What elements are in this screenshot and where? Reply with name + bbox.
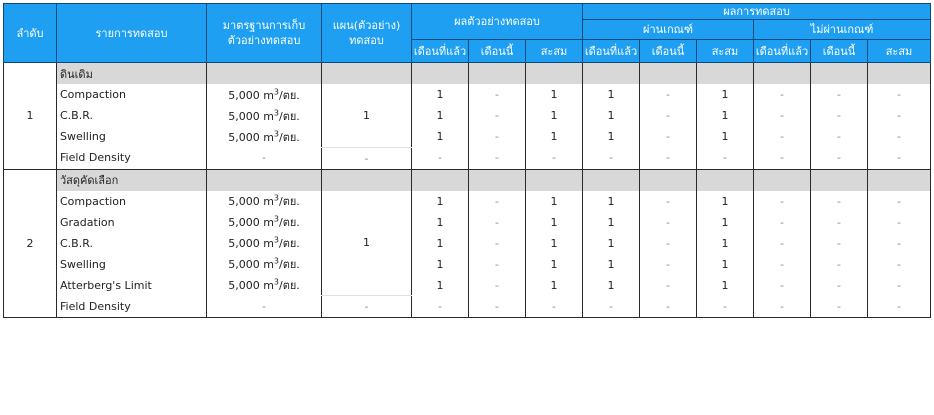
result-cell: 1: [583, 126, 640, 147]
table-row: [4, 191, 931, 212]
standard-unit: /ตย.: [279, 258, 300, 271]
header-order: ลำดับ: [4, 4, 57, 63]
standard-value: 5,000 m: [228, 237, 274, 250]
result-cell: -: [640, 233, 697, 254]
standard-unit: /ตย.: [279, 88, 300, 102]
result-cell: 1: [412, 233, 469, 254]
result-cell: -: [526, 147, 583, 169]
category-cell: [754, 169, 811, 191]
category-cell: [322, 63, 412, 85]
result-cell: -: [754, 212, 811, 233]
result-cell: -: [754, 296, 811, 318]
table-row: [4, 212, 931, 233]
result-cell: 1: [412, 84, 469, 105]
result-cell: -: [754, 84, 811, 105]
result-cell: -: [811, 84, 868, 105]
result-cell: -: [754, 233, 811, 254]
category-label: วัสดุคัดเลือก: [57, 169, 207, 191]
test-item: Gradation: [57, 212, 207, 233]
result-cell: -: [469, 84, 526, 105]
result-cell: -: [868, 275, 931, 296]
result-cell: 1: [412, 254, 469, 275]
category-cell: [412, 169, 469, 191]
standard-unit: /ตย.: [279, 216, 300, 229]
table-row: [4, 105, 931, 126]
result-cell: -: [640, 212, 697, 233]
result-cell: -: [640, 254, 697, 275]
subheader-sample-cumulative: สะสม: [526, 40, 583, 63]
standard-value: 5,000 m: [228, 109, 274, 123]
result-cell: -: [469, 191, 526, 212]
result-cell: -: [640, 84, 697, 105]
header-plan-label: แผน(ตัวอย่าง) ทดสอบ: [332, 19, 401, 47]
standard-superscript: 3: [273, 107, 279, 117]
standard-value: -: [262, 299, 266, 313]
standard-unit: /ตย.: [279, 130, 300, 144]
standard-superscript: 3: [273, 235, 279, 245]
result-cell: -: [469, 254, 526, 275]
result-cell: 1: [526, 84, 583, 105]
header-fail: ไม่ผ่านเกณฑ์: [754, 20, 931, 40]
table-row: [4, 254, 931, 275]
header-test-result: ผลการทดสอบ: [583, 4, 931, 20]
test-item: C.B.R.: [57, 105, 207, 126]
subheader-pass-cumulative: สะสม: [697, 40, 754, 63]
result-cell: -: [469, 105, 526, 126]
category-cell: [583, 63, 640, 85]
row-number: 1: [4, 63, 57, 170]
standard-unit: /ตย.: [279, 279, 300, 292]
result-cell: -: [640, 147, 697, 169]
test-item: Field Density: [57, 147, 207, 169]
header-pass: ผ่านเกณฑ์: [583, 20, 754, 40]
category-cell: [811, 63, 868, 85]
category-cell: [526, 63, 583, 85]
result-cell: -: [811, 191, 868, 212]
table-body: [4, 63, 931, 318]
test-item: Swelling: [57, 254, 207, 275]
result-cell: 1: [412, 275, 469, 296]
result-cell: -: [811, 296, 868, 318]
result-cell: 1: [697, 105, 754, 126]
category-cell: [697, 63, 754, 85]
result-cell: 1: [697, 254, 754, 275]
category-cell: [811, 169, 868, 191]
result-cell: 1: [412, 191, 469, 212]
category-cell: [412, 63, 469, 85]
category-cell: [640, 169, 697, 191]
result-cell: -: [640, 296, 697, 318]
standard-value: 5,000 m: [228, 130, 274, 144]
sampling-standard: [207, 191, 322, 212]
result-cell: -: [811, 233, 868, 254]
result-cell: -: [811, 254, 868, 275]
category-cell: [583, 169, 640, 191]
subheader-sample-this-month: เดือนนี้: [469, 40, 526, 63]
category-cell: [322, 169, 412, 191]
result-cell: 1: [526, 105, 583, 126]
result-cell: -: [469, 126, 526, 147]
standard-superscript: 3: [273, 214, 279, 224]
result-cell: -: [868, 105, 931, 126]
category-row: [4, 169, 931, 191]
header-plan: [322, 4, 412, 63]
result-cell: -: [469, 212, 526, 233]
result-cell: -: [868, 84, 931, 105]
result-cell: -: [811, 105, 868, 126]
category-cell: [868, 169, 931, 191]
table-row: [4, 233, 931, 254]
table-row: [4, 275, 931, 296]
sampling-standard: [207, 147, 322, 169]
result-cell: -: [754, 254, 811, 275]
standard-value: 5,000 m: [228, 279, 274, 292]
test-item: Swelling: [57, 126, 207, 147]
result-cell: -: [868, 212, 931, 233]
result-cell: -: [583, 147, 640, 169]
standard-superscript: 3: [273, 256, 279, 266]
result-cell: 1: [697, 126, 754, 147]
row-number: 2: [4, 169, 57, 318]
category-row: [4, 63, 931, 85]
table-row: [4, 126, 931, 147]
result-cell: -: [526, 296, 583, 318]
result-cell: -: [640, 105, 697, 126]
subheader-sample-last-month: เดือนที่แล้ว: [412, 40, 469, 63]
result-cell: -: [868, 126, 931, 147]
sampling-standard: [207, 84, 322, 105]
test-plan: 1: [322, 84, 412, 147]
result-cell: 1: [583, 84, 640, 105]
standard-unit: /ตย.: [279, 109, 300, 123]
category-cell: [640, 63, 697, 85]
result-cell: -: [868, 296, 931, 318]
test-item: Field Density: [57, 296, 207, 318]
standard-superscript: 3: [273, 86, 279, 96]
result-cell: 1: [697, 212, 754, 233]
result-cell: -: [583, 296, 640, 318]
result-cell: -: [754, 275, 811, 296]
result-cell: 1: [583, 254, 640, 275]
result-cell: -: [868, 233, 931, 254]
subheader-fail-this-month: เดือนนี้: [811, 40, 868, 63]
result-cell: -: [811, 126, 868, 147]
result-cell: -: [868, 147, 931, 169]
result-cell: 1: [697, 275, 754, 296]
result-cell: 1: [583, 212, 640, 233]
sampling-standard: [207, 212, 322, 233]
result-cell: 1: [526, 212, 583, 233]
result-cell: 1: [526, 126, 583, 147]
subheader-fail-cumulative: สะสม: [868, 40, 931, 63]
header-sample-result: ผลตัวอย่างทดสอบ: [412, 4, 583, 40]
result-cell: -: [469, 275, 526, 296]
result-cell: -: [697, 296, 754, 318]
result-cell: 1: [697, 84, 754, 105]
result-cell: -: [412, 296, 469, 318]
result-cell: 1: [583, 233, 640, 254]
result-cell: 1: [697, 191, 754, 212]
subheader-pass-last-month: เดือนที่แล้ว: [583, 40, 640, 63]
standard-unit: /ตย.: [279, 195, 300, 208]
result-cell: 1: [526, 191, 583, 212]
standard-value: -: [262, 151, 266, 165]
result-cell: -: [868, 191, 931, 212]
test-plan: -: [322, 296, 412, 318]
result-cell: -: [868, 254, 931, 275]
result-cell: 1: [583, 191, 640, 212]
result-cell: -: [754, 147, 811, 169]
result-cell: -: [697, 147, 754, 169]
standard-superscript: 3: [273, 128, 279, 138]
result-cell: -: [640, 126, 697, 147]
test-results-sheet: [3, 3, 930, 318]
standard-value: 5,000 m: [228, 216, 274, 229]
category-cell: [526, 169, 583, 191]
category-cell: [207, 63, 322, 85]
result-cell: 1: [583, 275, 640, 296]
test-item: Atterberg's Limit: [57, 275, 207, 296]
result-cell: -: [469, 296, 526, 318]
result-cell: 1: [697, 233, 754, 254]
result-cell: -: [412, 147, 469, 169]
result-cell: 1: [526, 275, 583, 296]
sampling-standard: [207, 254, 322, 275]
result-cell: 1: [526, 233, 583, 254]
sampling-standard: [207, 296, 322, 318]
table-row: [4, 84, 931, 105]
table-row: [4, 147, 931, 169]
header-item: รายการทดสอบ: [57, 4, 207, 63]
result-cell: -: [469, 233, 526, 254]
test-item: Compaction: [57, 191, 207, 212]
result-cell: -: [754, 126, 811, 147]
test-plan: 1: [322, 191, 412, 296]
category-cell: [207, 169, 322, 191]
result-cell: -: [811, 275, 868, 296]
header-standard: [207, 4, 322, 63]
standard-value: 5,000 m: [228, 88, 274, 102]
test-plan: -: [322, 147, 412, 169]
sampling-standard: [207, 126, 322, 147]
result-cell: -: [811, 147, 868, 169]
standard-unit: /ตย.: [279, 237, 300, 250]
header-standard-label: มาตรฐานการเก็บตัวอย่างทดสอบ: [222, 19, 306, 47]
category-cell: [469, 169, 526, 191]
category-cell: [868, 63, 931, 85]
result-cell: -: [640, 275, 697, 296]
result-cell: 1: [412, 126, 469, 147]
result-cell: -: [754, 105, 811, 126]
category-label: ดินเดิม: [57, 63, 207, 85]
result-cell: -: [640, 191, 697, 212]
result-cell: -: [811, 212, 868, 233]
subheader-pass-this-month: เดือนนี้: [640, 40, 697, 63]
result-cell: 1: [412, 105, 469, 126]
standard-value: 5,000 m: [228, 258, 274, 271]
test-item: Compaction: [57, 84, 207, 105]
sampling-standard: [207, 105, 322, 126]
result-cell: 1: [526, 254, 583, 275]
subheader-fail-last-month: เดือนที่แล้ว: [754, 40, 811, 63]
category-cell: [469, 63, 526, 85]
standard-superscript: 3: [273, 277, 279, 287]
table-row: [4, 296, 931, 318]
standard-value: 5,000 m: [228, 195, 274, 208]
test-item: C.B.R.: [57, 233, 207, 254]
standard-superscript: 3: [273, 193, 279, 203]
result-cell: 1: [583, 105, 640, 126]
result-cell: 1: [412, 212, 469, 233]
result-cell: -: [469, 147, 526, 169]
sampling-standard: [207, 275, 322, 296]
sampling-standard: [207, 233, 322, 254]
test-results-table: [3, 3, 931, 318]
category-cell: [754, 63, 811, 85]
result-cell: -: [754, 191, 811, 212]
category-cell: [697, 169, 754, 191]
